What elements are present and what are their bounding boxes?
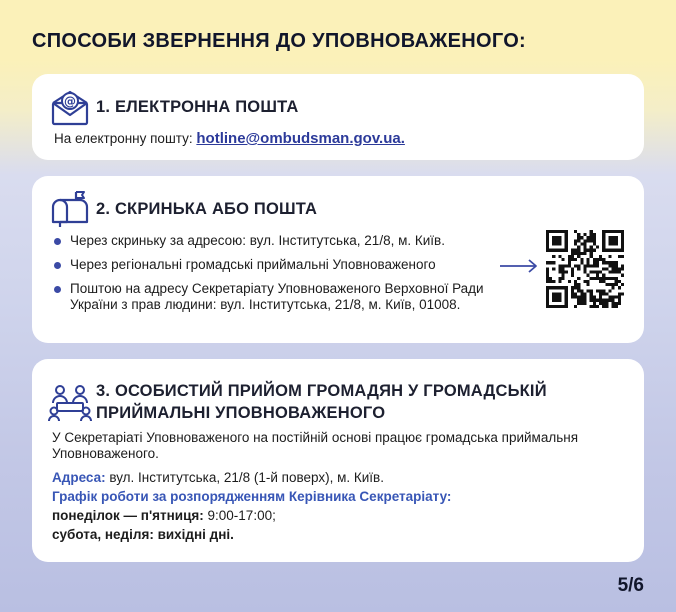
address-value: вул. Інститутська, 21/8 (1-й поверх), м. Київ. (109, 470, 384, 485)
weekdays-label: понеділок — п'ятниця: (52, 508, 204, 523)
address-label: Адреса: (52, 470, 106, 485)
mailbox-icon (50, 190, 90, 228)
list-item: Поштою на адресу Секретаріату Уповноваженого Верховної Ради України з прав людини: вул. Інститутська, 21/8, м. Київ, 01008. (54, 281, 504, 313)
schedule-weekend: субота, неділя: вихідні дні. (52, 527, 234, 542)
reception-address (52, 470, 612, 486)
qr-code-icon[interactable] (546, 230, 624, 308)
email-card (32, 74, 644, 160)
bullet-dot (54, 286, 61, 293)
page-number: 5/6 (617, 575, 644, 596)
arrow-right-icon (499, 258, 539, 279)
list-item: Через скриньку за адресою: вул. Інститутська, 21/8, м. Київ. (54, 233, 504, 249)
weekdays-hours: 9:00-17:00; (207, 508, 276, 523)
mailbox-bullet-list (54, 233, 504, 321)
reception-card-title: 3. ОСОБИСТИЙ ПРИЙОМ ГРОМАДЯН У ГРОМАДСЬКІЙ ПРИЙМАЛЬНІ УПОВНОВАЖЕНОГО (96, 382, 547, 422)
reception-card (32, 359, 644, 562)
schedule-weekdays (52, 508, 612, 524)
reception-intro: У Секретаріаті Уповноваженого на постійній основі працює громадська приймальня Уповноваженого. (52, 430, 579, 461)
email-link[interactable]: hotline@ombudsman.gov.ua. (196, 130, 405, 147)
mailbox-card-title: 2. СКРИНЬКА АБО ПОШТА (96, 200, 318, 218)
email-card-title: 1. ЕЛЕКТРОННА ПОШТА (96, 98, 299, 116)
mailbox-card (32, 176, 644, 343)
bullet-dot (54, 238, 61, 245)
email-prefix: На електронну пошту: (54, 131, 193, 146)
schedule-heading: Графік роботи за розпорядженням Керівника Секретаріату: (52, 489, 452, 504)
email-icon (50, 88, 90, 126)
email-line (54, 130, 405, 147)
bullet-dot (54, 262, 61, 269)
page-title: СПОСОБИ ЗВЕРНЕННЯ ДО УПОВНОВАЖЕНОГО: (32, 30, 527, 52)
svg-text:@: @ (64, 94, 76, 109)
list-item: Через регіональні громадські приймальні Уповноваженого (54, 257, 504, 273)
meeting-icon (48, 383, 92, 423)
